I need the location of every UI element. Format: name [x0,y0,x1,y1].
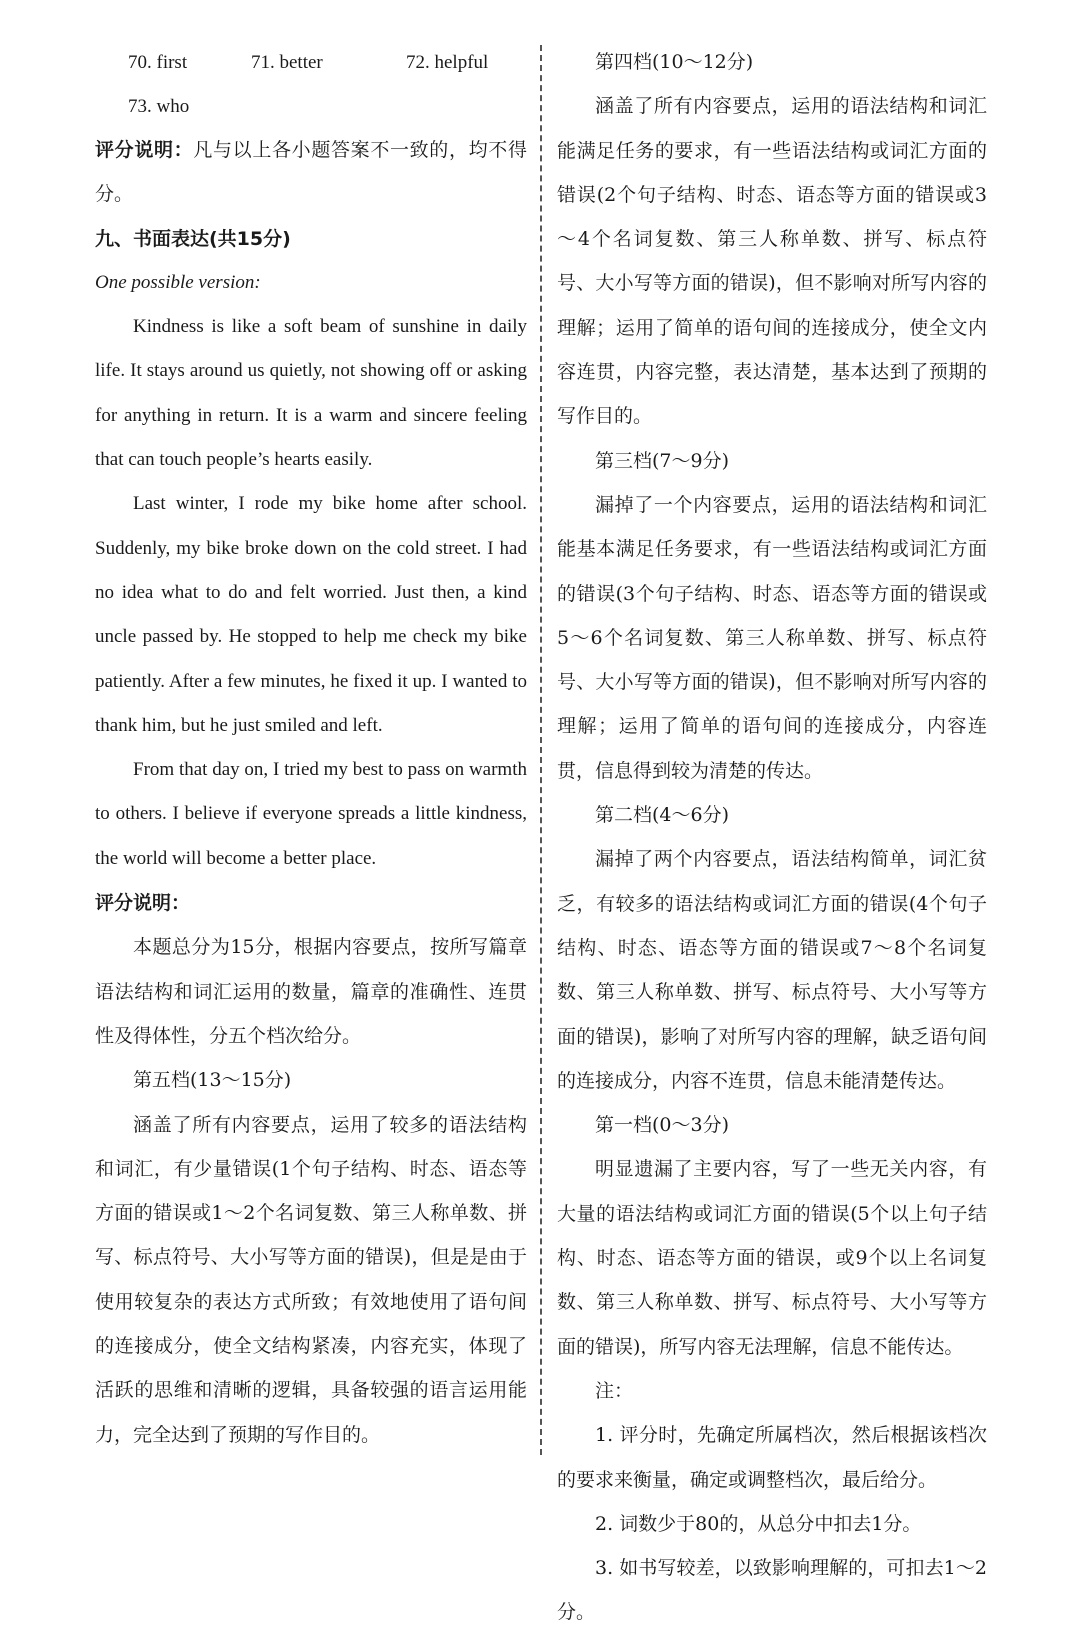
tier-2-text: 漏掉了两个内容要点，语法结构简单，词汇贫乏，有较多的语法结构或词汇方面的错误(4个句子结构、时态、语态等方面的错误或7～8个名词复数、第三人称单数、拼写、标点符号、大小写等方面的错误)，影响了对所写内容的理解，缺乏语句间的连接成分，内容不连贯，信息未能清楚传达。 [557,848,987,1092]
scoring-intro: 本题总分为15分，根据内容要点，按所写篇章语法结构和词汇运用的数量，篇章的准确性、连贯性及得体性，分五个档次给分。 [95,936,527,1047]
tier-5-title: 第五档(13～15分) [133,1069,292,1092]
tier-4-text: 涵盖了所有内容要点，运用的语法结构和词汇能满足任务的要求，有一些语法结构或词汇方面的错误(2个句子结构、时态、语态等方面的错误或3～4个名词复数、第三人称单数、拼写、标点符号、大小写等方面的错误)，但不影响对所写内容的理解；运用了简单的语句间的连接成分，使全文内容连贯，内容完整，表达清楚，基本达到了预期的写作目的。 [557,95,987,428]
answer-note [95,128,527,217]
right-column [557,40,987,1635]
answer-73: 73. who [128,96,190,117]
tier-2-title: 第二档(4～6分) [595,804,730,827]
tier-3-title: 第三档(7～9分) [595,449,730,472]
answer-70: 70. first [128,52,188,73]
notes-label: 注： [595,1379,634,1402]
left-column [95,40,527,1457]
answer-72: 72. helpful [406,52,489,73]
scoring-label: 评分说明： [95,892,191,915]
essay-paragraph-2: Last winter, I rode my bike home after school. Suddenly, my bike broke down on the cold street. I had no idea what to do and felt worried. Just then, a kind uncle passed by. He stopped to help me check my bike patiently. After a few minutes, he fixed it up. I wanted to thank him, but he just smiled and left. [95,493,527,736]
essay-paragraph-3: From that day on, I tried my best to pass on warmth to others. I believe if everyone spreads a little kindness, the world will become a better place. [95,759,527,869]
answer-list [95,40,527,128]
answer-71: 71. better [251,52,323,73]
answer-note-label: 评分说明： [95,139,194,161]
note-2: 2. 词数少于80的，从总分中扣去1分。 [595,1512,922,1535]
tier-5-text: 涵盖了所有内容要点，运用了较多的语法结构和词汇，有少量错误(1个句子结构、时态、语态等方面的错误或1～2个名词复数、第三人称单数、拼写、标点符号、大小写等方面的错误)，但是是由于使用较复杂的表达方式所致；有效地使用了语句间的连接成分，使全文结构紧凑，内容充实，体现了活跃的思维和清晰的逻辑，具备较强的语言运用能力，完全达到了预期的写作目的。 [95,1113,527,1446]
essay-paragraph-1: Kindness is like a soft beam of sunshine in daily life. It stays around us quietly, not showing off or asking for anything in return. It is a warm and sincere feeling that can touch people’s hearts easily. [95,316,527,471]
tier-1-text: 明显遗漏了主要内容，写了一些无关内容，有大量的语法结构或词汇方面的错误(5个以上句子结构、时态、语态等方面的错误，或9个以上名词复数、第三人称单数、拼写、标点符号、大小写等方面的错误)，所写内容无法理解，信息不能传达。 [557,1158,987,1358]
version-label: One possible version: [95,271,261,293]
note-1: 1. 评分时，先确定所属档次，然后根据该档次的要求来衡量，确定或调整档次，最后给分。 [557,1424,987,1491]
answer-note-text: 凡与以上各小题答案不一致的，均不得分。 [95,139,527,206]
tier-1-title: 第一档(0～3分) [595,1114,730,1137]
note-3: 3. 如书写较差，以致影响理解的，可扣去1～2分。 [557,1557,987,1624]
section-9-title: 九、书面表达(共15分) [95,227,291,250]
column-divider [540,45,542,1455]
tier-3-text: 漏掉了一个内容要点，运用的语法结构和词汇能基本满足任务要求，有一些语法结构或词汇方面的错误(3个句子结构、时态、语态等方面的错误或5～6个名词复数、第三人称单数、拼写、标点符号、大小写等方面的错误)，但不影响对所写内容的理解；运用了简单的语句间的连接成分，内容连贯，信息得到较为清楚的传达。 [557,493,987,782]
tier-4-title: 第四档(10～12分) [595,51,754,73]
